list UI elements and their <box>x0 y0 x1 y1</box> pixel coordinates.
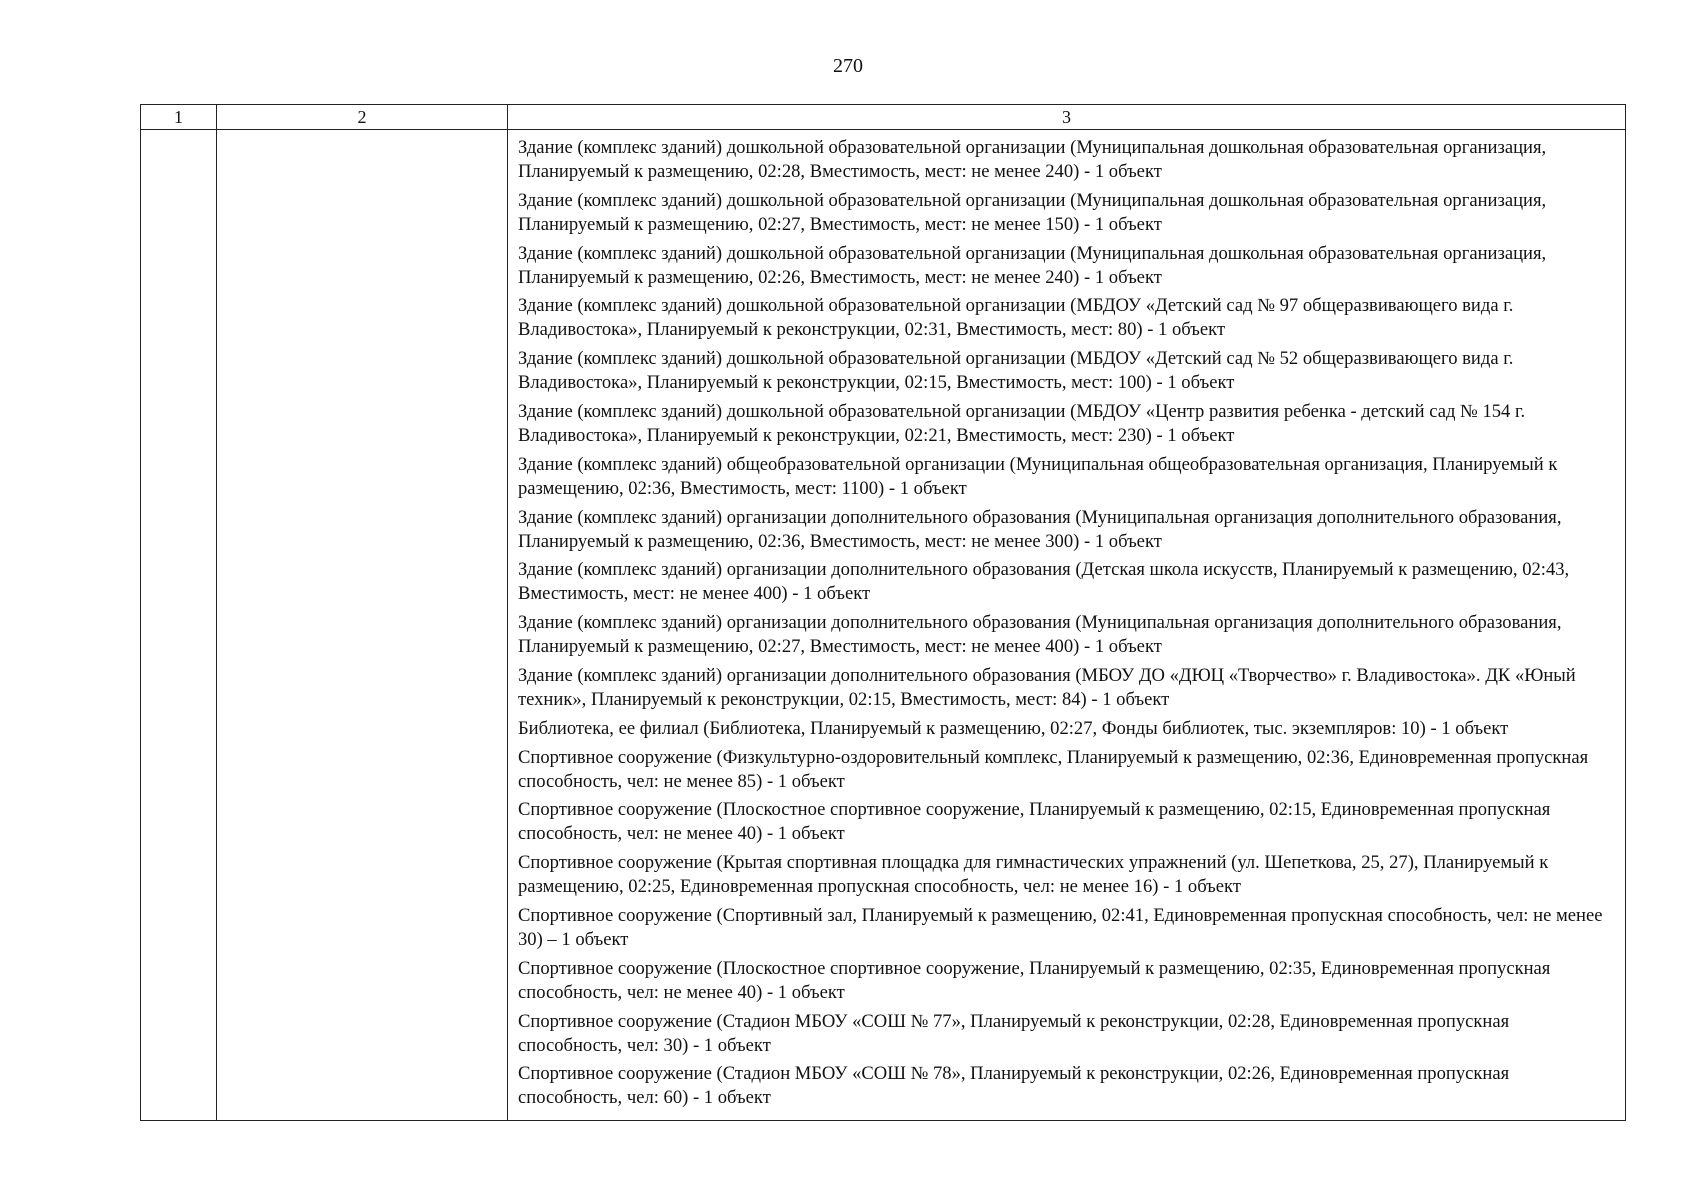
list-item: Здание (комплекс зданий) дошкольной образовательной организации (МБДОУ «Детский сад № 52 общеразвивающего вида г. Владивостока», Планируемый к реконструкции, 02:15, Вместимость, мест: 100) - 1 объект <box>518 348 1514 394</box>
list-item: Здание (комплекс зданий) организации дополнительного образования (МБОУ ДО «ДЮЦ «Творчество» г. Владивостока». ДК «Юный техник», Планируемый к реконструкции, 02:15, Вместимость, мест: 84) - 1 объект <box>518 664 1576 710</box>
list-item: Здание (комплекс зданий) организации дополнительного образования (Детская школа искусств, Планируемый к размещению, 02:43, Вместимость, мест: не менее 400) - 1 объект <box>518 559 1570 605</box>
column-2-cell <box>217 130 508 1121</box>
list-item: Спортивное сооружение (Плоскостное спортивное сооружение, Планируемый к размещению, 02:15, Единовременная пропускная способность, чел: не менее 40) - 1 объект <box>518 799 1551 845</box>
column-header-2: 2 <box>217 105 508 130</box>
page-number: 270 <box>833 55 863 77</box>
list-item: Спортивное сооружение (Стадион МБОУ «СОШ № 77», Планируемый к реконструкции, 02:28, Единовременная пропускная способность, чел: 30) - 1 объект <box>518 1010 1510 1056</box>
list-item: Здание (комплекс зданий) дошкольной образовательной организации (МБДОУ «Центр развития ребенка - детский сад № 154 г. Владивостока», Планируемый к реконструкции, 02:21, Вместимость, мест: 230) - 1 объект <box>518 400 1526 446</box>
list-item: Спортивное сооружение (Физкультурно-оздоровительный комплекс, Планируемый к размещению, 02:36, Единовременная пропускная способность, чел: не менее 85) - 1 объект <box>518 746 1589 792</box>
list-item: Здание (комплекс зданий) дошкольной образовательной организации (Муниципальная дошкольная образовательная организация, Планируемый к размещению, 02:26, Вместимость, мест: не менее 240) - 1 объект <box>518 242 1547 288</box>
column-3-cell <box>508 130 1626 1121</box>
list-item: Здание (комплекс зданий) дошкольной образовательной организации (Муниципальная дошкольная образовательная организация, Планируемый к размещению, 02:28, Вместимость, мест: не менее 240) - 1 объект <box>518 137 1547 182</box>
list-item: Спортивное сооружение (Плоскостное спортивное сооружение, Планируемый к размещению, 02:35, Единовременная пропускная способность, чел: не менее 40) - 1 объект <box>518 957 1551 1003</box>
table-row <box>141 130 1626 1121</box>
table-header-row <box>141 105 1626 130</box>
list-item: Спортивное сооружение (Стадион МБОУ «СОШ № 78», Планируемый к реконструкции, 02:26, Единовременная пропускная способность, чел: 60) - 1 объект <box>518 1063 1510 1109</box>
document-table <box>140 104 1626 1121</box>
list-item: Здание (комплекс зданий) организации дополнительного образования (Муниципальная организация дополнительного образования, Планируемый к размещению, 02:36, Вместимость, мест: не менее 300) - 1 объект <box>518 506 1562 552</box>
list-item: Здание (комплекс зданий) организации дополнительного образования (Муниципальная организация дополнительного образования, Планируемый к размещению, 02:27, Вместимость, мест: не менее 400) - 1 объект <box>518 612 1562 658</box>
column-header-1: 1 <box>141 105 217 130</box>
list-item: Библиотека, ее филиал (Библиотека, Планируемый к размещению, 02:27, Фонды библиотек, тыс. экземпляров: 10) - 1 объект <box>518 717 1509 739</box>
list-item: Здание (комплекс зданий) дошкольной образовательной организации (Муниципальная дошкольная образовательная организация, Планируемый к размещению, 02:27, Вместимость, мест: не менее 150) - 1 объект <box>518 189 1547 235</box>
list-item: Здание (комплекс зданий) общеобразовательной организации (Муниципальная общеобразовательная организация, Планируемый к размещению, 02:36, Вместимость, мест: 1100) - 1 объект <box>518 453 1558 499</box>
list-item: Здание (комплекс зданий) дошкольной образовательной организации (МБДОУ «Детский сад № 97 общеразвивающего вида г. Владивостока», Планируемый к реконструкции, 02:31, Вместимость, мест: 80) - 1 объект <box>518 295 1514 341</box>
column-header-3: 3 <box>508 105 1626 130</box>
list-item: Спортивное сооружение (Крытая спортивная площадка для гимнастических упражнений (ул. Шепеткова, 25, 27), Планируемый к размещению, 02:25, Единовременная пропускная способность, чел: не менее 16) - 1 объект <box>518 852 1549 898</box>
column-1-cell <box>141 130 217 1121</box>
list-item: Спортивное сооружение (Спортивный зал, Планируемый к размещению, 02:41, Единовременная пропускная способность, чел: не менее 30) – 1 объект <box>518 904 1603 950</box>
